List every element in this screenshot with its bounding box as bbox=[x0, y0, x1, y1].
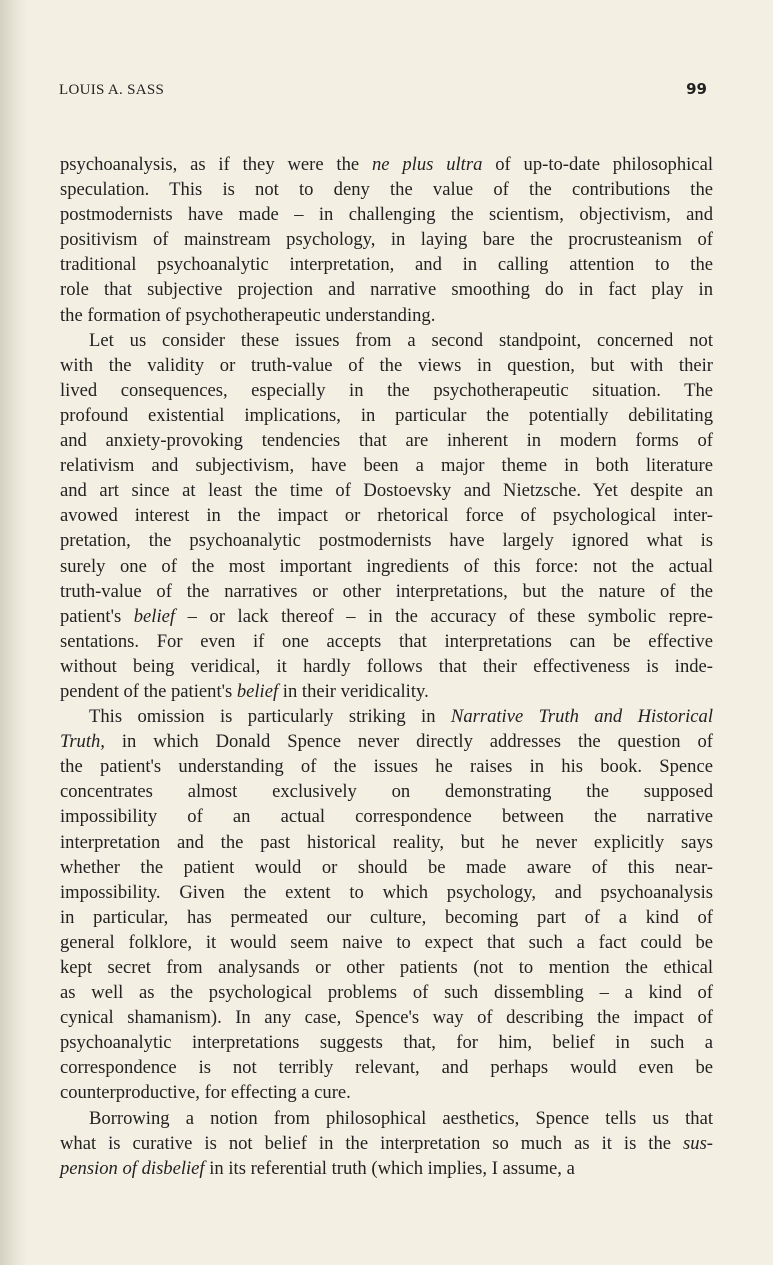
text-run: concentrates almost exclusively on demonstrating the supposed bbox=[60, 781, 713, 803]
text-run: general folklore, it would seem naive to expect that such a fact could be bbox=[60, 931, 713, 953]
text-run: traditional psychoanalytic interpretation, and in calling attention to the bbox=[60, 254, 713, 276]
italic-text: belief bbox=[133, 605, 176, 627]
text-line bbox=[60, 830, 713, 855]
text-line bbox=[60, 177, 713, 202]
text-line bbox=[60, 880, 713, 905]
text-line bbox=[60, 930, 713, 955]
text-run: lived consequences, especially in the psychotherapeutic situation. The bbox=[60, 379, 713, 401]
text-run: whether the patient would or should be made aware of this near- bbox=[60, 856, 713, 878]
text-run: pendent of the patient's bbox=[60, 680, 237, 702]
text-line bbox=[60, 579, 713, 604]
text-line bbox=[60, 453, 713, 478]
text-run: patient's bbox=[60, 605, 134, 627]
text-line bbox=[60, 980, 713, 1005]
text-run: the patient's understanding of the issues he raises in his book. Spence bbox=[60, 756, 713, 778]
text-line bbox=[60, 779, 713, 804]
text-run: speculation. This is not to deny the value of the contributions the bbox=[60, 179, 713, 201]
text-line bbox=[60, 1055, 713, 1080]
text-run: sentations. For even if one accepts that interpretations can be effective bbox=[60, 630, 713, 652]
text-line bbox=[60, 754, 713, 779]
paragraph bbox=[60, 1106, 713, 1181]
text-run: – or lack thereof – in the accuracy of these symbolic repre- bbox=[175, 605, 713, 627]
text-line bbox=[60, 152, 713, 177]
text-run: in its referential truth (which implies, I assume, a bbox=[204, 1157, 575, 1179]
text-run: surely one of the most important ingredients of this force: not the actual bbox=[60, 555, 713, 577]
text-line bbox=[60, 1131, 713, 1156]
text-run: truth-value of the narratives or other interpretations, but the nature of the bbox=[60, 580, 713, 602]
italic-text: Narrative Truth and Historical bbox=[450, 706, 713, 728]
text-run: pretation, the psychoanalytic postmodernists have largely ignored what is bbox=[60, 530, 713, 552]
text-line bbox=[60, 955, 713, 980]
text-run: avowed interest in the impact or rhetorical force of psychological inter- bbox=[60, 505, 713, 527]
paragraph bbox=[60, 328, 713, 704]
text-line bbox=[60, 227, 713, 252]
text-run: in which Donald Spence never directly addresses the question of bbox=[104, 731, 713, 753]
text-line bbox=[60, 629, 713, 654]
text-run: correspondence is not terribly relevant, and perhaps would even be bbox=[60, 1057, 713, 1079]
text-run: postmodernists have made – in challenging the scientism, objectivism, and bbox=[60, 204, 713, 226]
text-run: of up-to-date philosophical bbox=[482, 154, 713, 175]
text-line bbox=[60, 1030, 713, 1055]
text-line bbox=[60, 428, 713, 453]
text-line bbox=[60, 303, 713, 328]
text-line bbox=[60, 252, 713, 277]
text-run: in particular, has permeated our culture, becoming part of a kind of bbox=[60, 906, 713, 928]
running-head-author: LOUIS A. SASS bbox=[59, 82, 165, 98]
text-run: in their veridicality. bbox=[278, 680, 429, 702]
text-line bbox=[60, 679, 713, 704]
text-run: and art since at least the time of Dostoevsky and Nietzsche. Yet despite an bbox=[60, 480, 713, 502]
text-run: as well as the psychological problems of such dissembling – a kind of bbox=[60, 982, 713, 1004]
text-run: without being veridical, it hardly follows that their effectiveness is inde- bbox=[60, 655, 713, 677]
text-run: cynical shamanism). In any case, Spence's way of describing the impact of bbox=[60, 1007, 713, 1029]
text-line bbox=[60, 378, 713, 403]
text-line bbox=[60, 1005, 713, 1030]
page-gutter-shadow bbox=[0, 0, 28, 1265]
text-line bbox=[60, 328, 713, 353]
text-line bbox=[60, 478, 713, 503]
italic-text: pension of disbelief bbox=[60, 1157, 205, 1179]
text-line bbox=[60, 503, 713, 528]
text-line bbox=[60, 528, 713, 553]
text-run: profound existential implications, in particular the potentially debilitating bbox=[60, 404, 713, 426]
text-line bbox=[60, 277, 713, 302]
text-run: impossibility of an actual correspondence between the narrative bbox=[60, 806, 713, 828]
italic-text: sus- bbox=[683, 1132, 713, 1154]
italic-text: ne plus ultra bbox=[371, 154, 483, 175]
text-run: This omission is particularly striking in bbox=[89, 706, 451, 728]
page-number: 99 bbox=[686, 80, 707, 98]
paragraph bbox=[60, 152, 713, 328]
text-line bbox=[60, 554, 713, 579]
text-run: and anxiety-provoking tendencies that are inherent in modern forms of bbox=[60, 430, 713, 452]
text-run: impossibility. Given the extent to which psychology, and psychoanalysis bbox=[60, 881, 713, 903]
text-run: what is curative is not belief in the interpretation so much as it is the bbox=[60, 1132, 684, 1154]
running-head bbox=[59, 80, 707, 99]
text-run: psychoanalytic interpretations suggests that, for him, belief in such a bbox=[60, 1032, 713, 1054]
text-line bbox=[60, 905, 713, 930]
text-line bbox=[60, 729, 713, 754]
text-line bbox=[60, 654, 713, 679]
text-run: interpretation and the past historical reality, but he never explicitly says bbox=[60, 831, 713, 853]
text-line bbox=[60, 704, 713, 729]
body-text bbox=[60, 152, 713, 1181]
text-line bbox=[60, 855, 713, 880]
text-run: Let us consider these issues from a second standpoint, concerned not bbox=[89, 329, 713, 351]
text-run: counterproductive, for effecting a cure. bbox=[60, 1082, 351, 1104]
text-run: with the validity or truth-value of the views in question, but with their bbox=[60, 354, 713, 376]
text-line bbox=[60, 202, 713, 227]
text-line bbox=[60, 353, 713, 378]
italic-text: belief bbox=[236, 680, 279, 702]
text-line bbox=[60, 604, 713, 629]
text-run: role that subjective projection and narrative smoothing do in fact play in bbox=[60, 279, 713, 301]
text-line bbox=[60, 1156, 713, 1181]
text-line bbox=[60, 804, 713, 829]
text-run: positivism of mainstream psychology, in laying bare the procrusteanism of bbox=[60, 229, 713, 251]
paragraph bbox=[60, 704, 713, 1106]
text-line bbox=[60, 403, 713, 428]
italic-text: Truth, bbox=[60, 731, 105, 753]
text-run: the formation of psychotherapeutic understanding. bbox=[60, 304, 436, 326]
text-line bbox=[60, 1106, 713, 1131]
text-run: Borrowing a notion from philosophical aesthetics, Spence tells us that bbox=[89, 1107, 713, 1129]
text-line bbox=[60, 1080, 713, 1105]
text-run: psychoanalysis, as if they were the bbox=[60, 154, 372, 175]
text-run: relativism and subjectivism, have been a major theme in both literature bbox=[60, 455, 713, 477]
text-run: kept secret from analysands or other patients (not to mention the ethical bbox=[60, 957, 713, 978]
